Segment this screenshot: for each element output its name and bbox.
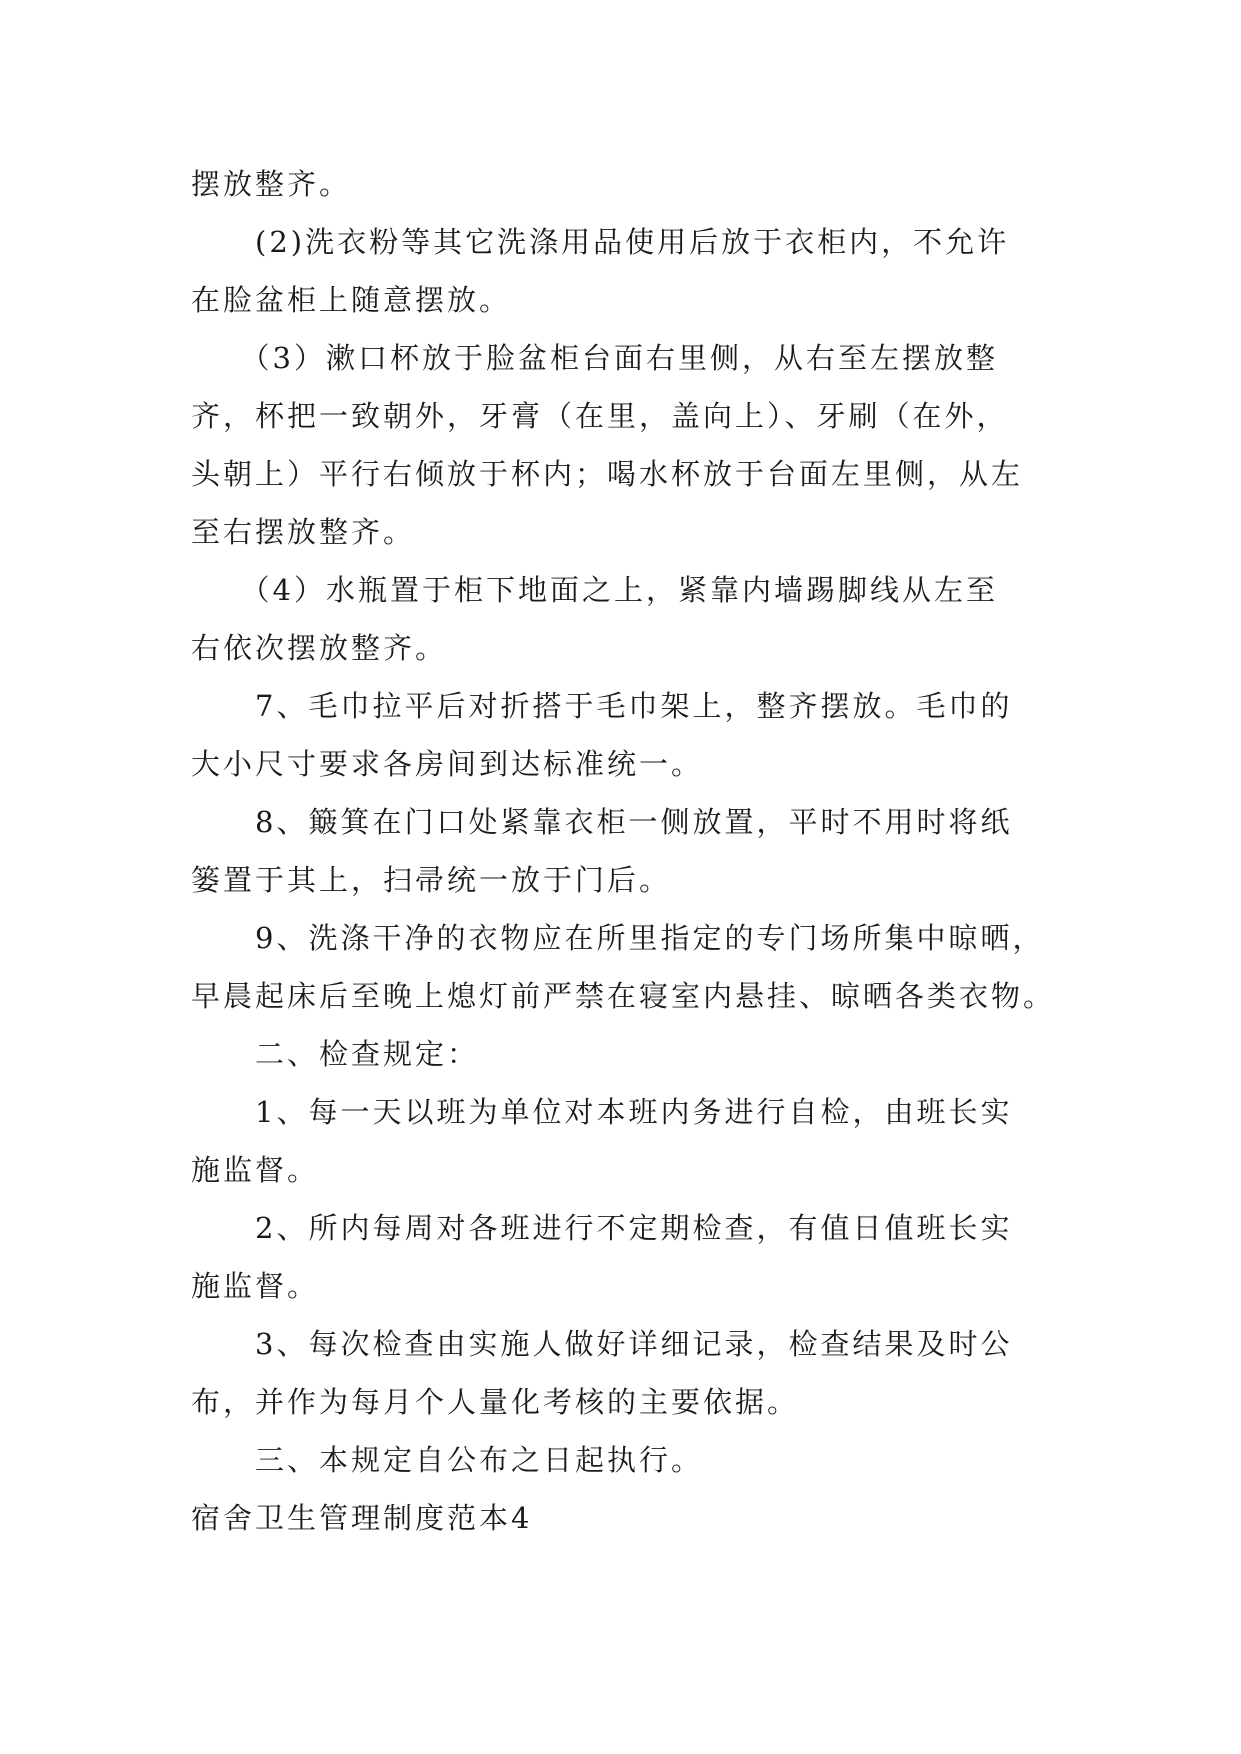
text-line: 布，并作为每月个人量化考核的主要依据。 xyxy=(191,1385,800,1419)
text-line: 篓置于其上，扫帚统一放于门后。 xyxy=(191,863,672,897)
text-line: （3）漱口杯放于脸盆柜台面右里侧，从右至左摆放整 xyxy=(191,341,998,375)
text-line: 二、检查规定： xyxy=(191,1037,480,1071)
text-line: 齐，杯把一致朝外，牙膏（在里，盖向上）、牙刷（在外， xyxy=(191,399,1009,433)
text-line: 1、每一天以班为单位对本班内务进行自检，由班长实 xyxy=(191,1095,1013,1129)
text-line: 头朝上）平行右倾放于杯内；喝水杯放于台面左里侧，从左 xyxy=(191,457,1024,491)
text-line: 三、本规定自公布之日起执行。 xyxy=(191,1443,704,1477)
text-line: 3、每次检查由实施人做好详细记录，检查结果及时公 xyxy=(191,1327,1013,1361)
text-line: 至右摆放整齐。 xyxy=(191,515,416,549)
section-heading: 宿舍卫生管理制度范本4 xyxy=(191,1501,533,1535)
text-line: 施监督。 xyxy=(191,1153,320,1187)
text-line: 9、洗涤干净的衣物应在所里指定的专门场所集中晾晒， xyxy=(191,921,1045,955)
text-line: 摆放整齐。 xyxy=(191,167,352,201)
text-line: 在脸盆柜上随意摆放。 xyxy=(191,283,512,317)
text-line: 大小尺寸要求各房间到达标准统一。 xyxy=(191,747,704,781)
text-line: 施监督。 xyxy=(191,1269,320,1303)
text-line: （4）水瓶置于柜下地面之上，紧靠内墙踢脚线从左至 xyxy=(191,573,998,607)
text-line: 7、毛巾拉平后对折搭于毛巾架上，整齐摆放。毛巾的 xyxy=(191,689,1013,723)
text-line: 8、簸箕在门口处紧靠衣柜一侧放置，平时不用时将纸 xyxy=(191,805,1013,839)
text-line: 右依次摆放整齐。 xyxy=(191,631,448,665)
text-line: 2、所内每周对各班进行不定期检查，有值日值班长实 xyxy=(191,1211,1013,1245)
text-line: (2)洗衣粉等其它洗涤用品使用后放于衣柜内，不允许 xyxy=(191,225,1010,259)
text-line: 早晨起床后至晚上熄灯前严禁在寝室内悬挂、晾晒各类衣物。 xyxy=(191,979,1056,1013)
